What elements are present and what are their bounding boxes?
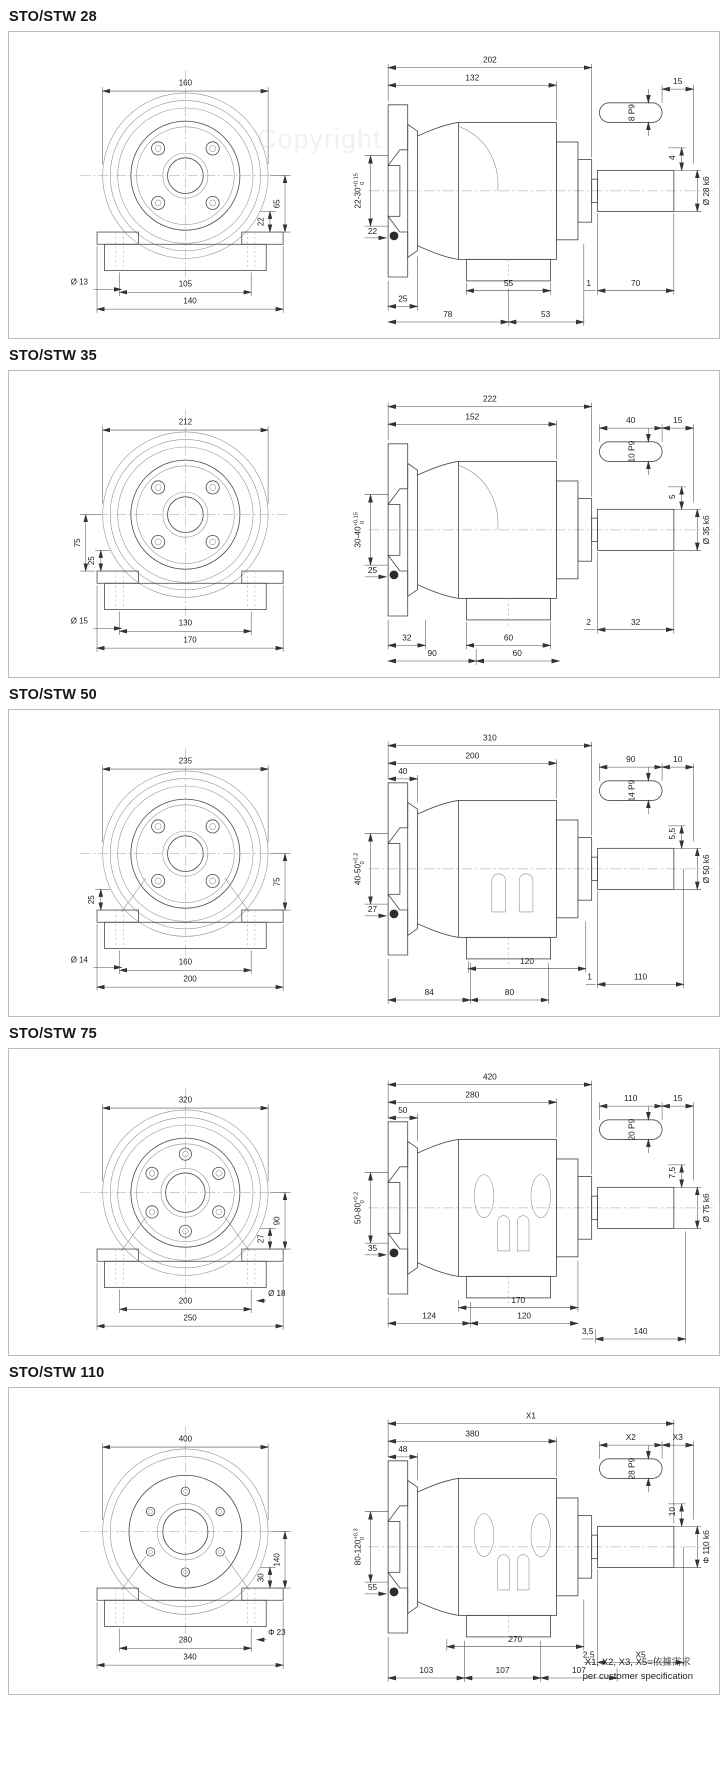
dim-label: Ø 28 k6 — [701, 176, 712, 206]
dim-label: Ø 75 k6 — [701, 1193, 712, 1223]
dim-label: 27 — [368, 903, 378, 914]
dim-label: $30-40^{+0.15}0$ — [352, 512, 367, 548]
dim-label: 4 — [666, 155, 677, 160]
dim-label: 380 — [465, 1428, 480, 1439]
dim-label: 55 — [504, 277, 514, 288]
side-dims — [353, 1072, 711, 1343]
front-view — [35, 717, 345, 1011]
dim-label: 60 — [512, 648, 523, 659]
section-title: STO/STW 110 — [9, 1365, 105, 1381]
seal-dot — [390, 231, 399, 240]
dim-label: 25 — [398, 293, 408, 304]
side-dims — [353, 733, 711, 1004]
dim-label: 222 — [483, 393, 497, 404]
dim-label: 2,5 — [583, 1649, 595, 1660]
section-title: STO/STW 35 — [9, 348, 97, 364]
dim-label: 25 — [87, 556, 97, 566]
base-pedestal — [97, 1588, 283, 1627]
dim-label: 15 — [673, 1093, 683, 1104]
dim-label: 124 — [422, 1310, 437, 1321]
section-sto-stw-75 — [8, 1017, 720, 1356]
front-view — [35, 1056, 345, 1350]
gear-body — [418, 122, 598, 286]
front-dims — [97, 1434, 291, 1668]
dim-label: Ø 50 k6 — [701, 854, 712, 884]
dim-label: 90 — [626, 754, 636, 765]
dim-label: 1 — [586, 277, 592, 288]
dim-label: 105 — [178, 279, 193, 289]
drawing-box — [8, 31, 720, 339]
dim-label: 35 — [368, 1242, 378, 1253]
gear-body — [418, 461, 598, 625]
dim-label: 84 — [424, 987, 435, 998]
dim-label: 140 — [272, 1553, 282, 1567]
dim-label: 15 — [673, 415, 683, 426]
dim-label: 25 — [368, 564, 378, 575]
dim-label: 32 — [402, 632, 412, 643]
side-view — [349, 378, 719, 672]
centerlines — [80, 748, 291, 962]
dim-label: 40 — [626, 415, 636, 426]
dim-label: 5,5 — [666, 827, 677, 840]
section-sto-stw-110 — [8, 1356, 720, 1695]
dim-label: 22 — [256, 217, 266, 227]
dim-label: 103 — [419, 1665, 434, 1676]
gear-body — [418, 1139, 598, 1303]
base-pedestal — [97, 910, 283, 949]
front-dims — [97, 1095, 291, 1329]
dim-label: 280 — [178, 1635, 193, 1645]
dim-label: $80-120^{+0.3}0$ — [352, 1528, 367, 1566]
dim-label: Ø 15 — [70, 616, 88, 626]
dim-label: 75 — [272, 877, 282, 887]
drawing-box — [8, 1048, 720, 1356]
drawing-box — [8, 370, 720, 678]
dim-label: 53 — [541, 309, 551, 320]
dim-label: 5 — [666, 494, 677, 499]
dim-label: 60 — [504, 632, 514, 643]
section-title: STO/STW 75 — [9, 1026, 97, 1042]
dim-label: 10 — [673, 754, 683, 765]
side-view — [349, 717, 719, 1011]
centerlines — [80, 70, 291, 284]
dim-label: 8 P9 — [626, 104, 637, 122]
dim-label: 132 — [465, 72, 480, 83]
dim-label: 70 — [631, 277, 641, 288]
dim-label: 235 — [178, 756, 193, 766]
dim-label: 250 — [183, 1313, 197, 1323]
dim-label: $22-30^{+0.15}0$ — [352, 173, 367, 209]
dim-label: Ø 14 — [70, 955, 88, 965]
side-view — [349, 39, 719, 333]
dim-label: 310 — [483, 732, 497, 743]
keyway-detail — [600, 89, 663, 136]
dim-label: 2 — [586, 616, 592, 627]
dim-label: 140 — [183, 296, 197, 306]
dim-label: 120 — [517, 1310, 532, 1321]
dim-label: 202 — [483, 54, 497, 65]
dim-label: 20 P9 — [626, 1118, 637, 1141]
dim-label: 400 — [178, 1434, 193, 1444]
front-view — [35, 39, 345, 333]
keyway-detail — [600, 1445, 663, 1492]
dim-label: 80 — [505, 987, 515, 998]
dim-label: 28 P9 — [626, 1457, 637, 1480]
dim-label: 200 — [183, 974, 197, 984]
side-view — [349, 1395, 719, 1689]
keyway-detail — [600, 767, 663, 814]
centerlines — [80, 1426, 291, 1640]
dim-label: 7,5 — [666, 1166, 677, 1179]
watermark: Copyright — [257, 124, 382, 154]
front-dims — [71, 417, 283, 651]
dim-label: 130 — [178, 618, 193, 628]
keyway-detail — [600, 428, 663, 475]
drawing-box — [8, 1387, 720, 1695]
dim-label: 40 — [398, 765, 408, 776]
dim-label: 280 — [465, 1089, 480, 1100]
side-view — [349, 1056, 719, 1350]
dim-label: X2 — [625, 1432, 637, 1443]
dim-label: X3 — [672, 1432, 683, 1443]
dim-label: 140 — [633, 1326, 648, 1337]
gear-body — [418, 800, 598, 964]
side-dims — [353, 1411, 711, 1682]
dim-label: 14 P9 — [626, 779, 637, 802]
footnote-line-1: X1, X2, X3, X5=依據需求 — [584, 1656, 691, 1668]
dim-label: 78 — [443, 309, 453, 320]
base-pedestal — [97, 232, 283, 271]
side-dims — [353, 55, 711, 326]
dim-label: 22 — [368, 225, 378, 236]
front-view — [35, 378, 345, 672]
seal-dot — [390, 909, 399, 918]
dim-label: 1 — [587, 971, 593, 982]
dim-label: 120 — [520, 955, 535, 966]
dim-label: 10 P9 — [626, 440, 637, 463]
base-pedestal — [97, 571, 283, 610]
dim-label: 15 — [673, 76, 683, 87]
dim-label: $40-50^{+0.2}0$ — [352, 852, 367, 886]
dim-label: Ø 18 — [268, 1289, 286, 1299]
dim-label: 170 — [183, 635, 197, 645]
dim-label: $50-80^{+0.2}0$ — [352, 1191, 367, 1225]
section-sto-stw-35 — [8, 339, 720, 678]
seal-dot — [390, 1587, 399, 1596]
dim-label: 200 — [178, 1296, 193, 1306]
customer-spec-note — [583, 1656, 693, 1685]
dim-label: Ø 13 — [70, 277, 88, 287]
side-dims — [353, 394, 711, 665]
centerlines — [80, 409, 291, 623]
seal-dot — [390, 570, 399, 579]
dim-label: 107 — [495, 1665, 510, 1676]
section-title: STO/STW 50 — [9, 687, 97, 703]
base-pedestal — [97, 1249, 283, 1288]
dim-label: 420 — [483, 1071, 497, 1082]
dim-label: 170 — [511, 1294, 526, 1305]
dim-label: 110 — [634, 971, 648, 982]
dim-label: 25 — [87, 895, 97, 905]
dim-label: 10 — [666, 1507, 677, 1517]
gear-body — [418, 1478, 598, 1642]
dim-label: 110 — [624, 1093, 638, 1104]
dim-label: 30 — [256, 1573, 266, 1583]
seal-dot — [390, 1248, 399, 1257]
dim-label: 90 — [272, 1216, 282, 1226]
keyway-detail — [600, 1106, 663, 1153]
dim-label: 270 — [508, 1633, 523, 1644]
dim-label: 200 — [465, 750, 480, 761]
dim-label: 152 — [465, 411, 480, 422]
drawing-box — [8, 709, 720, 1017]
dim-label: 48 — [398, 1443, 408, 1454]
dim-label: 212 — [178, 417, 193, 427]
dim-label: 55 — [368, 1581, 378, 1592]
dim-label: 27 — [256, 1234, 266, 1244]
dim-label: X5 — [635, 1649, 646, 1660]
footnote-line-2: per customer specification — [582, 1671, 693, 1683]
dim-label: 340 — [183, 1652, 197, 1662]
dim-label: Ø 35 k6 — [701, 515, 712, 545]
dim-label: 32 — [631, 616, 641, 627]
centerlines — [80, 1087, 291, 1301]
dim-label: 90 — [427, 648, 437, 659]
dim-label: X1 — [526, 1410, 537, 1421]
dim-label: 3,5 — [582, 1326, 594, 1337]
dim-label: 160 — [178, 78, 193, 88]
dim-label: Φ 110 k6 — [701, 1530, 712, 1564]
dim-label: 320 — [178, 1095, 193, 1105]
dim-label: 75 — [73, 538, 83, 548]
section-sto-stw-28 — [8, 0, 720, 339]
dim-label: 65 — [272, 199, 282, 209]
dim-label: 50 — [398, 1104, 408, 1115]
dim-label: 160 — [178, 957, 193, 967]
dim-label: Φ 23 — [268, 1628, 286, 1638]
dim-label: 107 — [572, 1665, 587, 1676]
section-sto-stw-50 — [8, 678, 720, 1017]
front-view — [35, 1395, 345, 1689]
section-title: STO/STW 28 — [9, 9, 97, 25]
